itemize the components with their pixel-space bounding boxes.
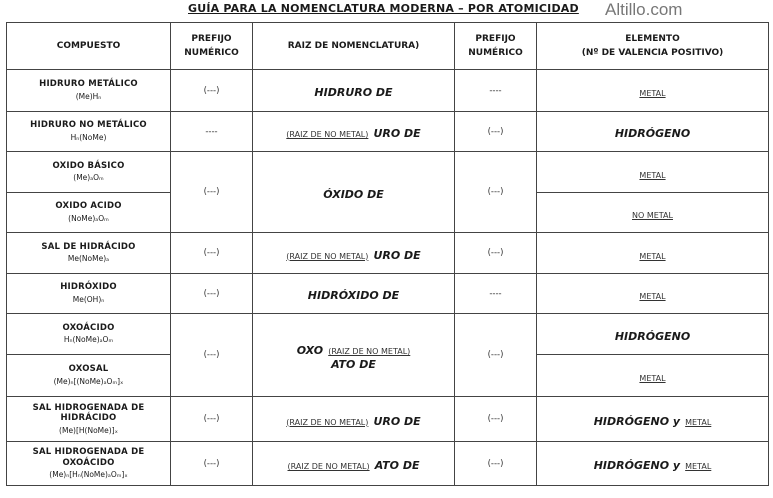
prefijo-cell: (---) bbox=[171, 442, 253, 486]
prefijo-cell: (---) bbox=[171, 70, 253, 112]
table-row bbox=[7, 70, 769, 112]
compuesto-cell bbox=[7, 274, 171, 314]
header-elemento-label: ELEMENTO bbox=[625, 33, 680, 44]
elemento-cell bbox=[537, 112, 769, 152]
compuesto-cell bbox=[7, 193, 171, 233]
compuesto-cell bbox=[7, 442, 171, 486]
compound-formula: (Me)ₙ[(NoMe)ₐOₘ]ₓ bbox=[53, 376, 124, 386]
header-elemento bbox=[537, 23, 769, 70]
prefijo-cell: (---) bbox=[171, 397, 253, 442]
elemento-text: NO METAL bbox=[632, 211, 673, 220]
prefijo-cell: (---) bbox=[455, 152, 537, 233]
raiz-cell bbox=[253, 70, 455, 112]
compound-name: SAL HIDROGENADA DE HIDRÁCIDO bbox=[32, 402, 145, 424]
compuesto-cell bbox=[7, 397, 171, 442]
raiz-root: (RAIZ DE NO METAL) bbox=[286, 251, 369, 261]
raiz-cell bbox=[253, 397, 455, 442]
elemento-text: HIDRÓGENO bbox=[614, 127, 691, 140]
compound-name: HIDRURO NO METÁLICO bbox=[30, 120, 147, 131]
compuesto-cell bbox=[7, 70, 171, 112]
prefijo-cell: (---) bbox=[455, 442, 537, 486]
prefijo-cell: ---- bbox=[455, 70, 537, 112]
raiz-suffix: URO DE bbox=[373, 248, 421, 262]
prefijo-cell: (---) bbox=[455, 233, 537, 274]
elemento-metal: METAL bbox=[685, 462, 712, 471]
compound-formula: (Me)Hₙ bbox=[75, 91, 102, 101]
table-row bbox=[7, 442, 769, 486]
raiz-text: ÓXIDO DE bbox=[323, 187, 384, 201]
raiz-suffix: URO DE bbox=[373, 127, 421, 140]
compound-formula: Me(OH)ₙ bbox=[72, 294, 105, 304]
compound-formula: (NoMe)ₐOₘ bbox=[68, 213, 109, 223]
table-row bbox=[7, 274, 769, 314]
elemento-cell bbox=[537, 442, 769, 486]
nomenclature-table bbox=[6, 22, 769, 486]
raiz-suffix: URO DE bbox=[373, 414, 421, 428]
table-row bbox=[7, 397, 769, 442]
raiz-text: HIDRURO DE bbox=[314, 86, 393, 99]
table-row bbox=[7, 112, 769, 152]
prefijo-cell: ---- bbox=[171, 112, 253, 152]
elemento-cell bbox=[537, 233, 769, 274]
raiz-root: (RAIZ DE NO METAL) bbox=[328, 347, 411, 356]
raiz-prefix: OXO bbox=[296, 344, 324, 357]
elemento-text: HIDRÓGENO y bbox=[593, 414, 681, 428]
compound-formula: Hₙ(NoMe)ₐOₘ bbox=[63, 335, 114, 345]
compuesto-cell bbox=[7, 355, 171, 397]
prefijo-cell: (---) bbox=[455, 112, 537, 152]
elemento-text: HIDRÓGENO bbox=[614, 329, 691, 343]
header-elemento-sub: (Nº DE VALENCIA POSITIVO) bbox=[581, 48, 724, 58]
compuesto-cell bbox=[7, 112, 171, 152]
prefijo-cell: (---) bbox=[171, 152, 253, 233]
elemento-cell bbox=[537, 314, 769, 355]
raiz-cell bbox=[253, 233, 455, 274]
raiz-root: (RAIZ DE NO METAL) bbox=[286, 417, 369, 427]
table-row bbox=[7, 152, 769, 193]
elemento-cell bbox=[537, 70, 769, 112]
elemento-cell bbox=[537, 193, 769, 233]
compound-name: HIDRÓXIDO bbox=[60, 282, 117, 293]
compound-name: HIDRURO METÁLICO bbox=[39, 79, 138, 90]
elemento-text: METAL bbox=[639, 251, 666, 261]
compound-name: SAL DE HIDRÁCIDO bbox=[41, 241, 136, 252]
compound-name: OXOSAL bbox=[68, 364, 109, 375]
prefijo-cell: (---) bbox=[171, 274, 253, 314]
elemento-cell bbox=[537, 152, 769, 193]
elemento-metal: METAL bbox=[685, 417, 712, 427]
compound-formula: (Me)ₙ[Hₙ(NoMe)ₐOₘ]ₓ bbox=[49, 470, 128, 480]
compound-formula: Hₙ(NoMe) bbox=[70, 132, 107, 142]
compuesto-cell bbox=[7, 152, 171, 193]
prefijo-cell: (---) bbox=[455, 397, 537, 442]
compound-name: OXIDO BÁSICO bbox=[52, 160, 125, 171]
raiz-root: (RAIZ DE NO METAL) bbox=[287, 462, 370, 471]
elemento-text: HIDRÓGENO y bbox=[593, 459, 681, 472]
prefijo-cell: (---) bbox=[171, 233, 253, 274]
compound-name: OXOÁCIDO bbox=[62, 322, 115, 333]
elemento-text: METAL bbox=[639, 170, 666, 180]
compound-name: SAL HIDROGENADA DE OXOÁCIDO bbox=[32, 447, 145, 468]
header-raiz: RAIZ DE NOMENCLATURA) bbox=[253, 23, 455, 70]
prefijo-cell: (---) bbox=[171, 314, 253, 397]
compound-formula: (Me)[H(NoMe)]ₓ bbox=[59, 425, 118, 435]
header-prefijo-2: PREFIJO NUMÉRICO bbox=[455, 23, 537, 70]
prefijo-cell: ---- bbox=[455, 274, 537, 314]
compuesto-cell bbox=[7, 233, 171, 274]
elemento-text: METAL bbox=[639, 374, 666, 383]
header-compuesto: COMPUESTO bbox=[7, 23, 171, 70]
raiz-cell bbox=[253, 442, 455, 486]
compuesto-cell bbox=[7, 314, 171, 355]
header-row bbox=[7, 23, 769, 70]
compound-name: OXIDO ACIDO bbox=[55, 201, 122, 212]
compound-formula: (Me)ₐOₘ bbox=[73, 173, 104, 183]
elemento-cell bbox=[537, 355, 769, 397]
raiz-root: (RAIZ DE NO METAL) bbox=[286, 130, 369, 139]
elemento-text: METAL bbox=[639, 292, 666, 301]
compound-formula: Me(NoMe)ₐ bbox=[67, 254, 110, 264]
watermark: Altillo.com bbox=[605, 0, 683, 19]
elemento-cell bbox=[537, 397, 769, 442]
raiz-suffix: ATO DE bbox=[331, 358, 376, 371]
raiz-cell bbox=[253, 152, 455, 233]
elemento-cell bbox=[537, 274, 769, 314]
raiz-suffix: ATO DE bbox=[374, 459, 420, 472]
prefijo-cell: (---) bbox=[455, 314, 537, 397]
table-row bbox=[7, 314, 769, 355]
raiz-cell bbox=[253, 274, 455, 314]
table-row bbox=[7, 233, 769, 274]
raiz-cell bbox=[253, 112, 455, 152]
raiz-cell bbox=[253, 314, 455, 397]
header-prefijo-1: PREFIJO NUMÉRICO bbox=[171, 23, 253, 70]
elemento-text: METAL bbox=[639, 89, 666, 98]
raiz-text: HIDRÓXIDO DE bbox=[307, 289, 400, 302]
page-title: GUÍA PARA LA NOMENCLATURA MODERNA – POR ATOMICIDAD bbox=[188, 2, 579, 15]
